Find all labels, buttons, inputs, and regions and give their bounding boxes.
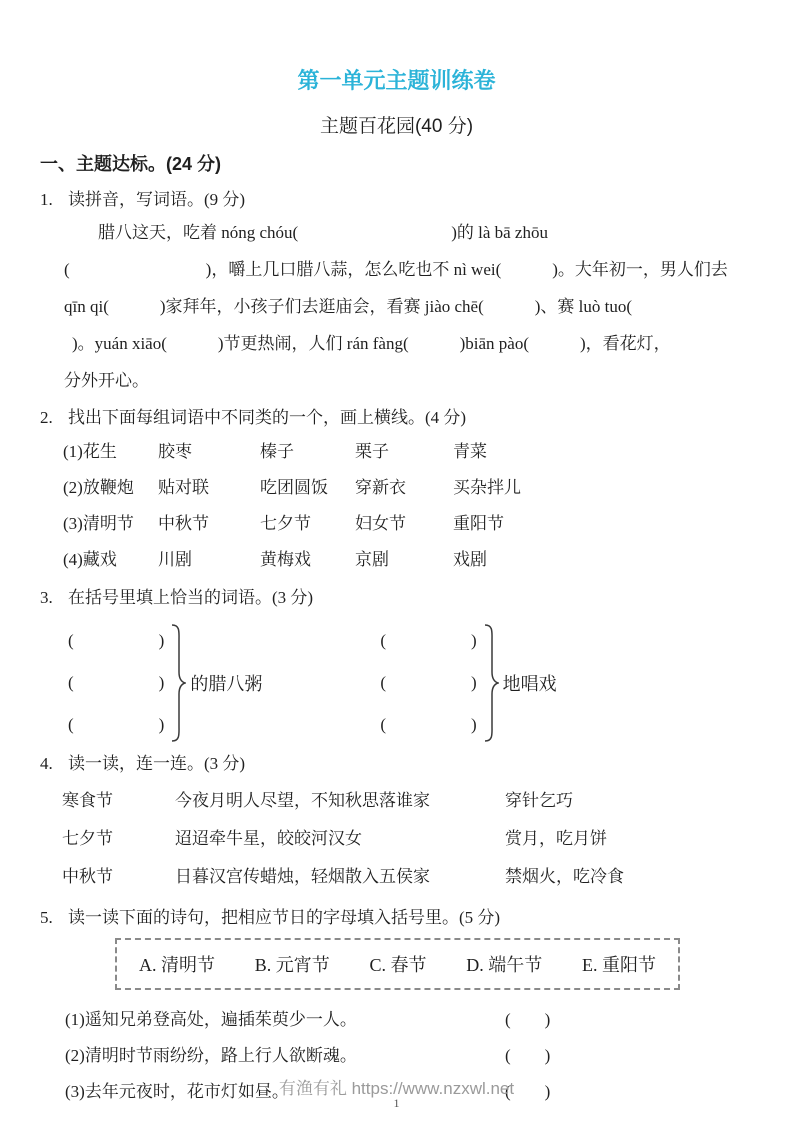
bracket-group-laba-porridge bbox=[68, 620, 262, 746]
q5-stem bbox=[40, 906, 753, 930]
q3-stem bbox=[40, 586, 753, 610]
q4-stem bbox=[40, 752, 753, 776]
custom-text: 穿针乞巧 bbox=[505, 791, 573, 810]
word-cell: 中秋节 bbox=[158, 514, 209, 533]
page-number: 1 bbox=[393, 1096, 400, 1110]
poem-item bbox=[65, 1002, 753, 1038]
item-number: (2) bbox=[65, 1046, 85, 1065]
festival-option: B. 元宵节 bbox=[254, 955, 330, 975]
word-cell: 戏剧 bbox=[453, 550, 487, 569]
word-cell: 黄梅戏 bbox=[260, 550, 311, 569]
word-cell: 胶枣 bbox=[158, 442, 192, 461]
poem-item bbox=[65, 1038, 753, 1074]
q1-stem-text: 读拼音，写词语。(9 分) bbox=[68, 190, 246, 209]
fill-blank: ( ) bbox=[68, 715, 165, 734]
word-group-row bbox=[63, 542, 753, 578]
fill-blank: ( ) bbox=[68, 631, 165, 650]
festival-option: C. 春节 bbox=[369, 955, 427, 975]
bracket-group-label: 的腊八粥 bbox=[190, 674, 263, 694]
poem-text: 去年元夜时，花市灯如昼。 bbox=[84, 1082, 289, 1101]
poem-line: 今夜月明人尽望，不知秋思落谁家 bbox=[175, 791, 430, 810]
q5-stem-text: 读一读下面的诗句，把相应节日的字母填入括号里。(5 分) bbox=[68, 908, 501, 927]
festival-option: D. 端午节 bbox=[466, 955, 543, 975]
answer-blank: ( ) bbox=[505, 1082, 551, 1101]
festival-name: 寒食节 bbox=[62, 791, 113, 810]
passage-line: ( )，嚼上几口腊八蒜，怎么吃也不 nì wei( )。大年初一，男人们去 bbox=[64, 260, 728, 279]
word-cell: 贴对联 bbox=[158, 478, 209, 497]
poem-line: 迢迢牵牛星，皎皎河汉女 bbox=[175, 829, 362, 848]
word-cell: 重阳节 bbox=[453, 514, 504, 533]
q4-number: 4. bbox=[40, 754, 53, 773]
q3-stem-text: 在括号里填上恰当的词语。(3 分) bbox=[68, 588, 314, 607]
page-subtitle: 主题百花园(40 分) bbox=[319, 116, 474, 137]
word-cell: 栗子 bbox=[355, 442, 389, 461]
poem-line: 日暮汉宫传蜡烛，轻烟散入五侯家 bbox=[175, 867, 430, 886]
q2-number: 2. bbox=[40, 408, 53, 427]
q2-stem-text: 找出下面每组词语中不同类的一个，画上横线。(4 分) bbox=[68, 408, 467, 427]
bracket-group-sing-opera bbox=[380, 620, 556, 746]
item-number: (1) bbox=[65, 1010, 85, 1029]
passage-line: qīn qi( )家拜年，小孩子们去逛庙会，看赛 jiào chē( )、赛 luò tuo( bbox=[64, 297, 633, 316]
word-group-row bbox=[63, 434, 753, 470]
custom-text: 禁烟火，吃冷食 bbox=[505, 867, 624, 886]
custom-text: 赏月，吃月饼 bbox=[505, 829, 607, 848]
poem-text: 遥知兄弟登高处，遍插茱萸少一人。 bbox=[84, 1010, 357, 1029]
festival-option: A. 清明节 bbox=[139, 955, 215, 975]
word-cell: 榛子 bbox=[260, 442, 294, 461]
bracket-group-label: 地唱戏 bbox=[502, 674, 557, 694]
poem-text: 清明时节雨纷纷，路上行人欲断魂。 bbox=[84, 1046, 357, 1065]
fill-blank: ( ) bbox=[380, 715, 477, 734]
festival-name: 中秋节 bbox=[62, 867, 113, 886]
q5-number: 5. bbox=[40, 908, 53, 927]
word-cell: 穿新衣 bbox=[355, 478, 406, 497]
item-number: (3) bbox=[65, 1082, 85, 1101]
fill-blank: ( ) bbox=[380, 673, 477, 692]
word-cell: (2)放鞭炮 bbox=[63, 478, 134, 497]
q1-pinyin-passage bbox=[64, 214, 753, 399]
site-watermark: 有渔有礼 https://www.nzxwl.net bbox=[278, 1079, 515, 1098]
q1-number: 1. bbox=[40, 190, 53, 209]
passage-line: 腊八这天，吃着 nóng chóu( )的 là bā zhōu bbox=[98, 223, 548, 242]
section-heading: 一、主题达标。(24 分) bbox=[40, 154, 222, 174]
festival-options-box bbox=[115, 938, 680, 990]
word-cell: 吃团圆饭 bbox=[260, 478, 328, 497]
word-cell: 京剧 bbox=[355, 550, 389, 569]
word-cell: (4)藏戏 bbox=[63, 550, 117, 569]
matching-row bbox=[62, 820, 753, 858]
curly-brace-icon bbox=[483, 623, 499, 743]
answer-blank: ( ) bbox=[505, 1010, 551, 1029]
q4-matching-table bbox=[40, 782, 753, 896]
word-cell: 七夕节 bbox=[260, 514, 311, 533]
word-cell: 青菜 bbox=[453, 442, 487, 461]
page-title: 第一单元主题训练卷 bbox=[297, 68, 496, 93]
fill-blank: ( ) bbox=[380, 631, 477, 650]
blank-column bbox=[68, 620, 164, 746]
q4-stem-text: 读一读，连一连。(3 分) bbox=[68, 754, 246, 773]
word-cell: 买杂拌儿 bbox=[453, 478, 521, 497]
matching-row bbox=[62, 782, 753, 820]
festival-name: 七夕节 bbox=[62, 829, 113, 848]
word-cell: 妇女节 bbox=[355, 514, 406, 533]
word-group-row bbox=[63, 506, 753, 542]
word-cell: 川剧 bbox=[158, 550, 192, 569]
q2-stem bbox=[40, 406, 753, 430]
q3-bracket-groups bbox=[40, 620, 753, 746]
answer-blank: ( ) bbox=[505, 1046, 551, 1065]
festival-option: E. 重阳节 bbox=[581, 955, 656, 975]
word-cell: (1)花生 bbox=[63, 442, 117, 461]
q1-stem bbox=[40, 188, 753, 212]
passage-line: 分外开心。 bbox=[64, 371, 149, 390]
word-cell: (3)清明节 bbox=[63, 514, 134, 533]
blank-column bbox=[380, 620, 476, 746]
fill-blank: ( ) bbox=[68, 673, 165, 692]
q3-number: 3. bbox=[40, 588, 53, 607]
matching-row bbox=[62, 858, 753, 896]
q2-word-groups bbox=[40, 434, 753, 578]
word-group-row bbox=[63, 470, 753, 506]
curly-brace-icon bbox=[170, 623, 186, 743]
passage-line: )。yuán xiāo( )节更热闹，人们 rán fàng( )biān pào( )，看花灯， bbox=[72, 334, 671, 353]
